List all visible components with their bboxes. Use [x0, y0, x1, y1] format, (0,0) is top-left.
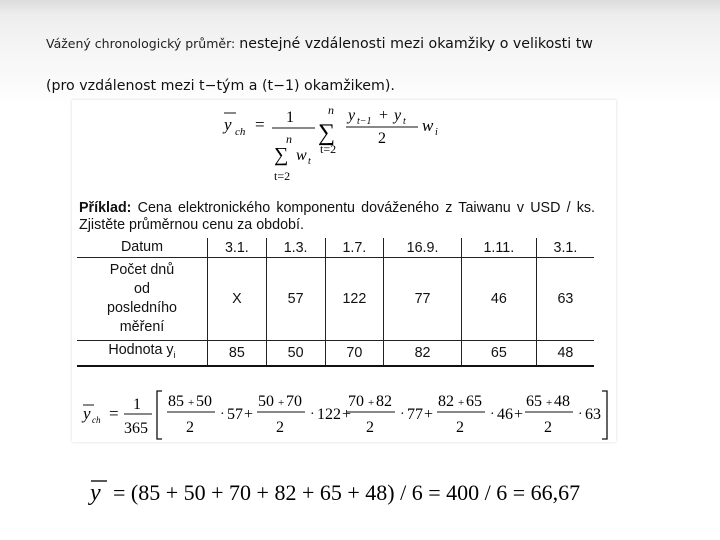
days-cell: 122: [325, 258, 384, 341]
mean-formula: [78, 473, 626, 506]
days-cell: X: [208, 258, 267, 341]
formula-one: 1: [286, 109, 294, 126]
fb-one: 1: [133, 396, 141, 413]
days-label-line: Počet dnů: [109, 262, 175, 278]
formula-num-a-sub: t−1: [357, 116, 372, 127]
fb-term-weight: 46: [497, 406, 513, 423]
mean-expression: = (85 + 50 + 70 + 82 + 65 + 48) / 6 = 400 / 6 = 66,67: [113, 480, 581, 505]
value-cell: 82: [384, 341, 462, 366]
days-label-line: od: [134, 281, 150, 297]
header-label: Datum: [77, 238, 208, 258]
days-cell: 63: [536, 258, 594, 341]
formula-num-b-sub: t: [403, 116, 406, 127]
fb-term-dot: ·: [490, 407, 495, 422]
example-label: Příklad:: [79, 200, 132, 216]
fb-term-num-b: 65: [466, 393, 482, 410]
fb-term-num-b: 70: [286, 393, 302, 410]
fb-term-weight: 63: [585, 406, 601, 423]
fb-term-den: 2: [276, 419, 284, 436]
table-row-values: [77, 341, 594, 366]
fb-term-plus-between: +: [424, 406, 434, 423]
date-cell: 1.11.: [461, 238, 536, 258]
value-cell: 65: [461, 341, 536, 366]
fb-term-num-a: 50: [258, 393, 274, 410]
days-cell: 46: [461, 258, 536, 341]
slide-subtitle: (pro vzdálenost mezi t−tým a (t−1) okamžikem).: [46, 78, 395, 94]
formula-outer-sum-lower: t=2: [320, 142, 337, 156]
fb-term-weight: 122: [317, 406, 341, 423]
fb-term-den: 2: [186, 419, 194, 436]
formula-outer-sum-sign: ∑: [318, 120, 336, 146]
formula-inner-w: w: [296, 147, 307, 164]
fb-term-den: 2: [456, 419, 464, 436]
fb-term-den: 2: [366, 419, 374, 436]
fb-term-dot: ·: [400, 407, 405, 422]
fb-eq: =: [109, 404, 119, 423]
formula-outer-sum-upper: n: [328, 103, 334, 117]
example-paragraph: [79, 200, 595, 234]
formula-tail-w: w: [422, 116, 434, 135]
formula-lhs-sub: ch: [235, 126, 246, 138]
days-label-line: posledního: [107, 300, 177, 316]
formula-num-b: y: [394, 107, 402, 124]
fb-total: 365: [124, 420, 148, 437]
formula-eq: =: [255, 115, 265, 134]
fb-term-dot: ·: [578, 407, 583, 422]
fb-term-plus-between: +: [514, 406, 524, 423]
days-cell: 57: [266, 258, 325, 341]
fb-term-dot: ·: [310, 407, 315, 422]
title-prefix: Vážený chronologický průměr:: [46, 36, 236, 51]
slide-title: [46, 36, 593, 52]
formula-inner-w-sub: t: [308, 156, 311, 167]
fb-term-plus: +: [458, 397, 465, 409]
formula-computation: [80, 386, 610, 442]
date-cell: 1.3.: [266, 238, 325, 258]
data-table: [77, 238, 594, 367]
days-cell: 77: [384, 258, 462, 341]
fb-term-num-b: 48: [554, 393, 570, 410]
formula-num-a: y: [348, 107, 356, 124]
formula-inner-sum-sign: ∑: [274, 144, 289, 166]
fb-term-plus: +: [278, 397, 285, 409]
formula-inner-sum-upper: n: [286, 132, 292, 146]
value-cell: 70: [325, 341, 384, 366]
formula-inner-sum-lower: t=2: [274, 169, 291, 183]
formula-den: 2: [378, 130, 386, 147]
formula-plus: +: [379, 107, 389, 124]
fb-term-num-b: 50: [196, 393, 212, 410]
fb-term-plus: +: [546, 397, 553, 409]
table-header-row: [77, 238, 594, 258]
fb-term-den: 2: [544, 419, 552, 436]
fb-term-num-a: 65: [526, 393, 542, 410]
fb-term-num-a: 70: [348, 393, 364, 410]
title-main: nestejné vzdálenosti mezi okamžiky o velikosti tw: [239, 36, 593, 52]
value-cell: 50: [266, 341, 325, 366]
fb-term-weight: 77: [407, 406, 423, 423]
scanned-example: [72, 100, 616, 442]
top-bar: [0, 0, 720, 16]
formula-tail-sub: i: [435, 127, 438, 138]
fb-term-plus-between: +: [244, 406, 254, 423]
formula-weighted-chronological-mean: [222, 100, 452, 192]
date-cell: 16.9.: [384, 238, 462, 258]
fb-term-num-a: 85: [168, 393, 184, 410]
fb-bracket-left: [157, 391, 162, 439]
value-cell: 85: [208, 341, 267, 366]
fb-term-plus: +: [188, 397, 195, 409]
value-label: [77, 341, 208, 366]
fb-term-weight: 57: [227, 406, 243, 423]
days-label: [77, 258, 208, 341]
value-cell: 48: [536, 341, 594, 366]
value-label-sub: i: [173, 349, 176, 360]
mean-symbol: y: [90, 480, 101, 506]
mean-formula-box: [78, 473, 626, 506]
date-cell: 1.7.: [325, 238, 384, 258]
fb-bracket-right: [602, 391, 607, 439]
table-row-days: [77, 258, 594, 341]
fb-term-num-b: 82: [376, 393, 392, 410]
days-label-line: měření: [119, 319, 165, 335]
fb-lhs-sub: ch: [92, 415, 101, 425]
fb-terms: [167, 393, 601, 436]
fb-term-plus-between: +: [342, 406, 352, 423]
fb-lhs: y: [83, 404, 91, 423]
fb-term-num-a: 82: [438, 393, 454, 410]
date-cell: 3.1.: [536, 238, 594, 258]
formula-lhs: y: [224, 115, 232, 134]
date-cell: 3.1.: [208, 238, 267, 258]
example-text: Cena elektronického komponentu dováženého z Taiwanu v USD / ks. Zjistěte průměrnou cenu za období.: [79, 200, 595, 233]
fb-term-plus: +: [368, 397, 375, 409]
fb-term-dot: ·: [220, 407, 225, 422]
value-label-text: Hodnota y: [108, 342, 174, 358]
